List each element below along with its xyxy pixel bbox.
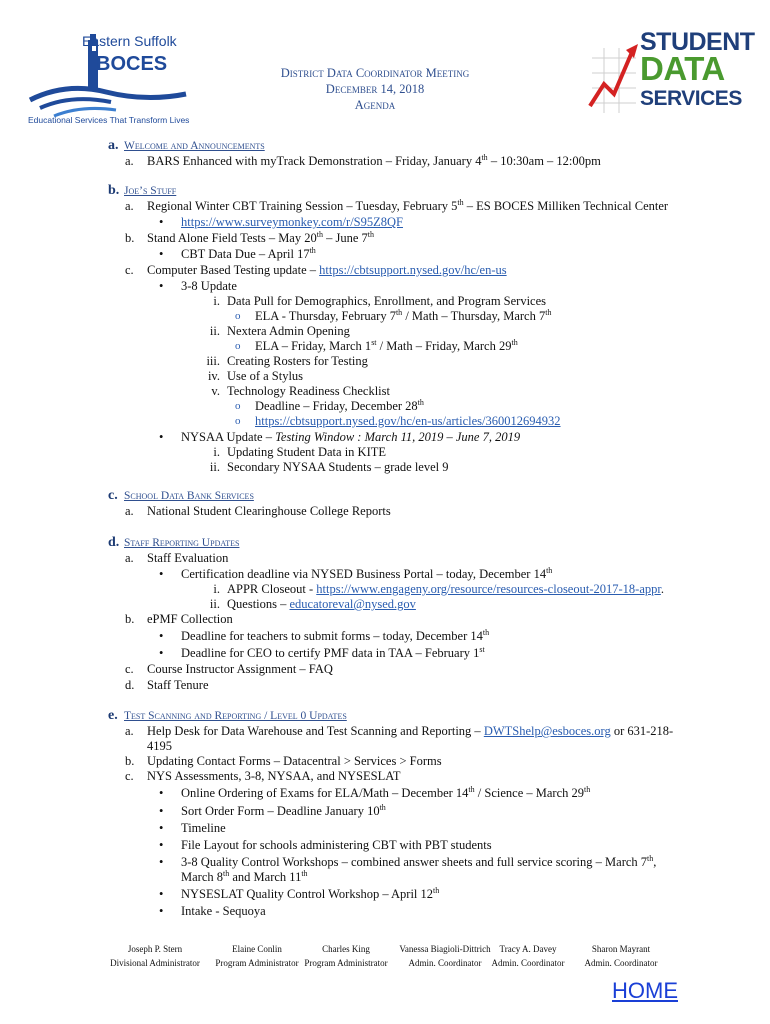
d-item-4-label: d. [125, 678, 135, 692]
cbt-data-due: • CBT Data Due – April 17th [181, 247, 316, 262]
surveymonkey-link[interactable]: • https://www.surveymonkey.com/r/S95Z8QF [181, 215, 403, 230]
footer-staff: Elaine Conlin Program Administrator [215, 944, 299, 968]
ela-math-dates-1: o ELA - Thursday, February 7th / Math – Thursday, March 7th [255, 309, 551, 324]
section-c-letter: c. [108, 488, 118, 503]
ela-math-dates-2: o ELA – Friday, March 1st / Math – Friday, March 29th [255, 339, 518, 354]
cbtsupport-link[interactable]: https://cbtsupport.nysed.gov/hc/en-us [319, 263, 507, 277]
b-item-1-label: a. [125, 199, 134, 213]
appr-closeout: APPR Closeout - https://www.engageny.org/resource/resources-closeout-2017-18-appr. [227, 582, 664, 596]
section-e-title: Test Scanning and Reporting / Level 0 Updates [124, 710, 347, 722]
esboces-name-2: BOCES [96, 53, 168, 75]
section-a-letter: a. [108, 138, 119, 153]
intake-sequoya: • Intake - Sequoya [181, 904, 266, 919]
b-item-1: Regional Winter CBT Training Session – Tuesday, February 5th – ES BOCES Milliken Technical Center [147, 197, 669, 213]
section-c-title: School Data Bank Services [124, 490, 254, 502]
esboces-name-1: Eastern Suffolk [82, 33, 177, 49]
b-item-2-label: b. [125, 231, 135, 245]
epmf-collection: ePMF Collection [147, 612, 233, 626]
qc-workshops: • 3-8 Quality Control Workshops – combined answer sheets and full service scoring – March 7th, [181, 855, 656, 870]
footer-staff: Joseph P. Stern Divisional Administrator [110, 944, 200, 968]
e-item-3-label: c. [125, 769, 134, 783]
questions: Questions – educatoreval@nysed.gov [227, 597, 416, 611]
use-of-stylus: Use of a Stylus [227, 369, 304, 383]
secondary-nysaa: Secondary NYSAA Students – grade level 9 [227, 460, 449, 474]
teacher-deadline: • Deadline for teachers to submit forms – today, December 14th [181, 629, 489, 644]
nys-assessments: NYS Assessments, 3-8, NYSAA, and NYSESLAT [147, 769, 401, 783]
engageny-link[interactable]: https://www.engageny.org/resource/resources-closeout-2017-18-appr [316, 582, 661, 596]
section-d-title: Staff Reporting Updates [124, 537, 240, 549]
d-item-1-label: a. [125, 551, 134, 565]
tech-readiness-link[interactable]: o https://cbtsupport.nysed.gov/hc/en-us/articles/360012694932 [255, 414, 561, 429]
n2-label: ii. [209, 460, 220, 474]
r3-label: iii. [206, 354, 220, 368]
home-link[interactable]: HOME [612, 978, 678, 1003]
sds-logo-line3: SERVICES [640, 87, 742, 110]
online-ordering: • Online Ordering of Exams for ELA/Math – December 14th / Science – March 29th [181, 786, 590, 801]
sort-order-form: • Sort Order Form – Deadline January 10th [181, 804, 386, 819]
help-desk-phone-cont: 4195 [147, 739, 172, 753]
c1-label: i. [213, 582, 220, 596]
esboces-tagline: Educational Services That Transform Lives [28, 115, 190, 125]
file-layout: • File Layout for schools administering CBT with PBT students [181, 838, 492, 853]
r2-label: ii. [209, 324, 220, 338]
section-d-letter: d. [108, 535, 120, 550]
footer-staff: Sharon Mayrant Admin. Coordinator [584, 944, 658, 968]
b-item-3: Computer Based Testing update – https://cbtsupport.nysed.gov/hc/en-us [147, 263, 507, 277]
b-item-2: Stand Alone Field Tests – May 20th – June 7th [147, 229, 374, 245]
c-item-1: National Student Clearinghouse College Reports [147, 504, 391, 518]
contact-forms: Updating Contact Forms – Datacentral > Services > Forms [147, 754, 442, 768]
sds-logo-line1: STUDENT [640, 28, 755, 56]
sds-logo-line2: DATA [640, 50, 725, 87]
timeline: • Timeline [181, 821, 226, 836]
help-desk: Help Desk for Data Warehouse and Test Scanning and Reporting – DWTShelp@esboces.org or 631-218- [147, 724, 674, 738]
updating-kite: Updating Student Data in KITE [227, 445, 386, 459]
r5-label: v. [211, 384, 220, 398]
n1-label: i. [213, 445, 220, 459]
r4-label: iv. [207, 369, 220, 383]
tech-deadline: o Deadline – Friday, December 28th [255, 399, 424, 414]
staff-evaluation: Staff Evaluation [147, 551, 229, 565]
section-b-letter: b. [108, 183, 120, 198]
footer-staff: Vanessa Biagioli-Dittrich Admin. Coordinator [399, 944, 491, 968]
data-pull: Data Pull for Demographics, Enrollment, and Program Services [227, 294, 547, 308]
qc-workshops-cont: March 8th and March 11th [181, 868, 308, 884]
d-item-2-label: b. [125, 612, 135, 626]
c-item-1-label: a. [125, 504, 134, 518]
nysaa-update: • NYSAA Update – Testing Window : March 11, 2019 – June 7, 2019 [181, 430, 520, 445]
r1-label: i. [213, 294, 220, 308]
a-item-1: BARS Enhanced with myTrack Demonstration – Friday, January 4th – 10:30am – 12:00pm [147, 152, 601, 168]
d-item-3-label: c. [125, 662, 134, 676]
nextera-admin: Nextera Admin Opening [227, 324, 350, 338]
meeting-title: District Data Coordinator Meeting [280, 66, 470, 80]
staff-tenure: Staff Tenure [147, 678, 209, 692]
certification-deadline: • Certification deadline via NYSED Business Portal – today, December 14th [181, 567, 552, 582]
update-3-8: • 3-8 Update [181, 279, 237, 294]
nyseslat-qc: • NYSESLAT Quality Control Workshop – April 12th [181, 887, 439, 902]
meeting-date: December 14, 2018 [325, 82, 425, 96]
e-item-2-label: b. [125, 754, 135, 768]
tech-readiness: Technology Readiness Checklist [227, 384, 390, 398]
e-item-1-label: a. [125, 724, 134, 738]
a-item-label: a. [125, 154, 134, 168]
creating-rosters: Creating Rosters for Testing [227, 354, 368, 368]
agenda-label: Agenda [354, 98, 396, 112]
dwtshelp-email-link[interactable]: DWTShelp@esboces.org [483, 724, 611, 738]
section-e-letter: e. [108, 708, 118, 723]
footer-staff: Charles King Program Administrator [304, 944, 388, 968]
section-b-title: Joe’s Stuff [124, 185, 177, 197]
ceo-deadline: • Deadline for CEO to certify PMF data in TAA – February 1st [181, 646, 485, 661]
educatoreval-email-link[interactable]: educatoreval@nysed.gov [289, 597, 416, 611]
c2-label: ii. [209, 597, 220, 611]
footer-staff: Tracy A. Davey Admin. Coordinator [491, 944, 565, 968]
b-item-3-label: c. [125, 263, 134, 277]
section-a-title: Welcome and Announcements [124, 140, 265, 152]
course-instructor: Course Instructor Assignment – FAQ [147, 662, 333, 676]
